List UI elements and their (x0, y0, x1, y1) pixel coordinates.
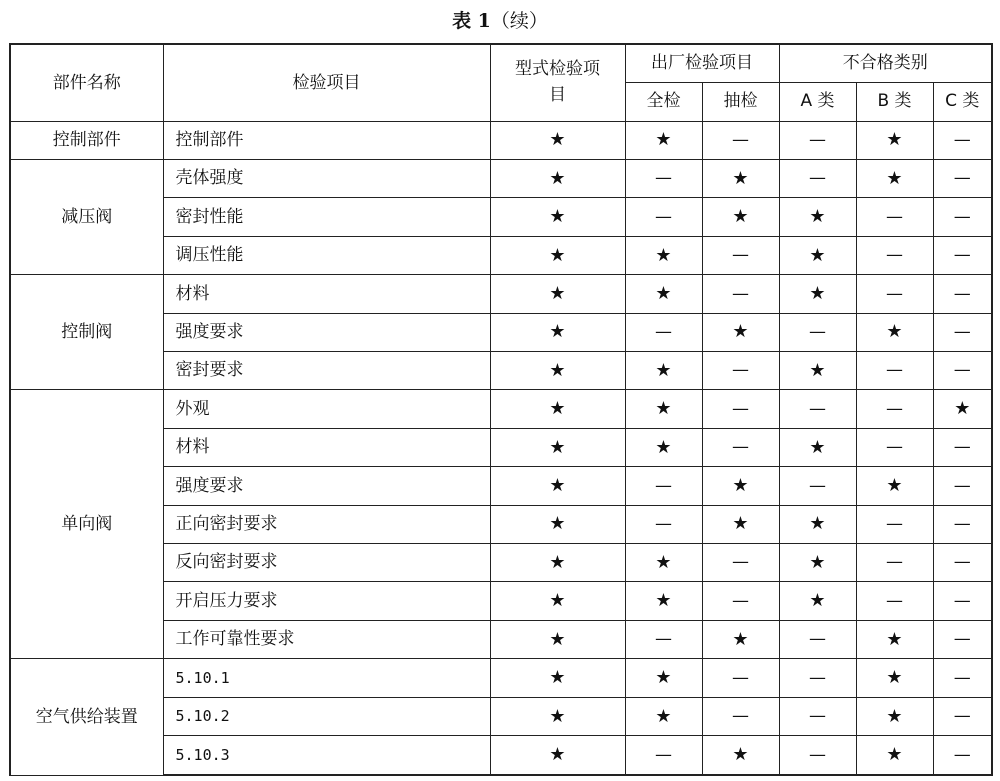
dash-mark: — (809, 322, 826, 343)
dash-cell (702, 351, 779, 389)
dash-mark: — (809, 475, 826, 496)
star-mark: ★ (809, 244, 826, 266)
dash-mark: — (655, 475, 672, 496)
inspection-item-cell: 调压性能 (163, 236, 490, 274)
dash-cell (779, 620, 856, 658)
dash-cell (625, 620, 702, 658)
dash-cell (779, 313, 856, 351)
star-icon (779, 505, 856, 543)
star-mark: ★ (549, 283, 566, 305)
star-icon (625, 121, 702, 159)
dash-cell (933, 198, 992, 236)
header-full-check: 全检 (625, 82, 702, 121)
dash-cell (702, 543, 779, 581)
star-icon (856, 620, 933, 658)
dash-cell (933, 121, 992, 159)
star-icon (856, 697, 933, 735)
dash-mark: — (953, 590, 971, 611)
header-class-a: A 类 (779, 82, 856, 121)
star-icon (490, 467, 625, 505)
star-icon (490, 351, 625, 389)
star-mark: ★ (732, 321, 749, 343)
star-mark: ★ (809, 590, 826, 612)
star-mark: ★ (549, 667, 566, 689)
star-mark: ★ (549, 244, 566, 266)
dash-cell (933, 236, 992, 274)
star-icon (702, 620, 779, 658)
dash-cell (933, 351, 992, 389)
star-mark: ★ (549, 705, 566, 727)
star-icon (490, 390, 625, 428)
star-mark: ★ (732, 475, 749, 497)
dash-cell (933, 275, 992, 313)
star-icon (856, 313, 933, 351)
header-nonconformity-class: 不合格类别 (779, 44, 992, 82)
dash-mark: — (809, 744, 826, 765)
star-mark: ★ (809, 283, 826, 305)
header-inspection-item: 检验项目 (163, 44, 490, 121)
star-mark: ★ (886, 475, 903, 497)
inspection-table (9, 43, 993, 776)
dash-cell (933, 159, 992, 197)
dash-cell (625, 198, 702, 236)
dash-mark: — (732, 360, 749, 381)
star-icon (933, 390, 992, 428)
dash-cell (933, 467, 992, 505)
dash-cell (702, 697, 779, 735)
star-icon (702, 467, 779, 505)
star-mark: ★ (886, 628, 903, 650)
inspection-item-cell: 外观 (163, 390, 490, 428)
star-mark: ★ (655, 244, 672, 266)
star-mark: ★ (954, 398, 971, 420)
star-mark: ★ (655, 398, 672, 420)
dash-mark: — (953, 706, 971, 727)
dash-mark: — (953, 245, 971, 266)
dash-mark: — (886, 398, 903, 419)
star-icon (702, 313, 779, 351)
dash-mark: — (732, 245, 749, 266)
star-icon (702, 159, 779, 197)
header-type-test: 型式检验项目 (490, 44, 625, 121)
dash-mark: — (655, 744, 672, 765)
dash-cell (779, 121, 856, 159)
inspection-item-cell: 5.10.2 (163, 697, 490, 735)
dash-cell (625, 736, 702, 776)
star-icon (490, 159, 625, 197)
inspection-item-cell: 密封性能 (163, 198, 490, 236)
star-icon (625, 659, 702, 697)
star-mark: ★ (549, 436, 566, 458)
dash-mark: — (732, 437, 749, 458)
inspection-item-cell: 工作可靠性要求 (163, 620, 490, 658)
inspection-item-cell: 材料 (163, 428, 490, 466)
dash-mark: — (809, 629, 826, 650)
star-mark: ★ (809, 359, 826, 381)
star-icon (702, 736, 779, 776)
part-name-cell: 控制阀 (10, 275, 163, 390)
dash-mark: — (886, 283, 903, 304)
dash-mark: — (655, 629, 672, 650)
star-icon (490, 697, 625, 735)
dash-cell (933, 428, 992, 466)
star-icon (779, 351, 856, 389)
dash-cell (856, 428, 933, 466)
star-mark: ★ (732, 206, 749, 228)
header-part-name: 部件名称 (10, 44, 163, 121)
star-icon (490, 582, 625, 620)
dash-mark: — (953, 168, 971, 189)
table-row (10, 390, 992, 428)
inspection-item-cell: 强度要求 (163, 313, 490, 351)
table-body (10, 121, 992, 775)
dash-mark: — (809, 706, 826, 727)
inspection-item-cell: 强度要求 (163, 467, 490, 505)
dash-cell (625, 467, 702, 505)
dash-mark: — (886, 245, 903, 266)
dash-cell (933, 697, 992, 735)
star-mark: ★ (549, 551, 566, 573)
star-mark: ★ (655, 705, 672, 727)
star-mark: ★ (549, 744, 566, 766)
star-icon (856, 121, 933, 159)
star-mark: ★ (549, 167, 566, 189)
part-name-cell: 空气供给装置 (10, 659, 163, 775)
dash-mark: — (953, 322, 971, 343)
table-caption-continued: （续） (490, 10, 548, 32)
inspection-item-cell: 材料 (163, 275, 490, 313)
star-icon (490, 198, 625, 236)
dash-mark: — (809, 398, 826, 419)
dash-mark: — (655, 322, 672, 343)
dash-cell (933, 505, 992, 543)
star-mark: ★ (549, 628, 566, 650)
part-name-cell: 减压阀 (10, 159, 163, 274)
star-icon (490, 659, 625, 697)
part-name-cell: 单向阀 (10, 390, 163, 659)
dash-mark: — (953, 744, 971, 765)
dash-cell (779, 159, 856, 197)
part-name-cell: 控制部件 (10, 121, 163, 159)
star-mark: ★ (809, 206, 826, 228)
star-mark: ★ (549, 321, 566, 343)
dash-mark: — (886, 514, 903, 535)
star-mark: ★ (809, 436, 826, 458)
dash-cell (779, 736, 856, 776)
dash-mark: — (886, 360, 903, 381)
dash-mark: — (953, 437, 971, 458)
dash-mark: — (886, 206, 903, 227)
inspection-item-cell: 密封要求 (163, 351, 490, 389)
star-icon (625, 351, 702, 389)
star-mark: ★ (732, 628, 749, 650)
star-mark: ★ (549, 475, 566, 497)
dash-cell (933, 313, 992, 351)
star-mark: ★ (809, 551, 826, 573)
table-row (10, 159, 992, 197)
dash-cell (856, 275, 933, 313)
dash-mark: — (953, 667, 971, 688)
dash-cell (856, 351, 933, 389)
star-icon (490, 121, 625, 159)
dash-mark: — (655, 514, 672, 535)
dash-mark: — (732, 552, 749, 573)
dash-mark: — (655, 206, 672, 227)
inspection-item-cell: 正向密封要求 (163, 505, 490, 543)
star-mark: ★ (655, 436, 672, 458)
dash-cell (779, 697, 856, 735)
dash-mark: — (655, 168, 672, 189)
star-mark: ★ (886, 667, 903, 689)
inspection-item-cell: 反向密封要求 (163, 543, 490, 581)
dash-mark: — (732, 283, 749, 304)
star-mark: ★ (549, 398, 566, 420)
dash-mark: — (732, 398, 749, 419)
dash-mark: — (953, 475, 971, 496)
star-icon (779, 428, 856, 466)
dash-cell (702, 275, 779, 313)
inspection-item-cell: 5.10.3 (163, 736, 490, 776)
table-row (10, 659, 992, 697)
dash-mark: — (953, 552, 971, 573)
star-mark: ★ (886, 744, 903, 766)
header-sample-check: 抽检 (702, 82, 779, 121)
dash-mark: — (886, 590, 903, 611)
dash-mark: — (953, 360, 971, 381)
inspection-item-cell: 壳体强度 (163, 159, 490, 197)
star-mark: ★ (732, 513, 749, 535)
star-icon (490, 505, 625, 543)
dash-cell (933, 543, 992, 581)
star-mark: ★ (549, 513, 566, 535)
star-icon (779, 275, 856, 313)
header-factory-test: 出厂检验项目 (625, 44, 779, 82)
dash-mark: — (732, 667, 749, 688)
dash-cell (856, 543, 933, 581)
star-icon (702, 198, 779, 236)
dash-cell (702, 236, 779, 274)
star-icon (490, 236, 625, 274)
star-mark: ★ (732, 167, 749, 189)
star-icon (490, 543, 625, 581)
star-icon (779, 582, 856, 620)
dash-mark: — (953, 514, 971, 535)
star-mark: ★ (549, 129, 566, 151)
star-icon (625, 582, 702, 620)
star-icon (490, 313, 625, 351)
star-icon (779, 198, 856, 236)
dash-mark: — (732, 590, 749, 611)
star-icon (490, 428, 625, 466)
star-mark: ★ (549, 206, 566, 228)
dash-mark: — (886, 552, 903, 573)
inspection-item-cell: 5.10.1 (163, 659, 490, 697)
star-icon (856, 659, 933, 697)
table-caption-title: 表 1 (452, 10, 491, 32)
dash-cell (933, 736, 992, 776)
star-icon (625, 390, 702, 428)
inspection-item-cell: 控制部件 (163, 121, 490, 159)
dash-cell (702, 582, 779, 620)
dash-mark: — (732, 130, 749, 150)
star-icon (490, 620, 625, 658)
star-mark: ★ (886, 167, 903, 189)
dash-cell (779, 467, 856, 505)
dash-mark: — (732, 706, 749, 727)
dash-mark: — (953, 629, 971, 650)
star-icon (625, 275, 702, 313)
star-mark: ★ (732, 744, 749, 766)
star-mark: ★ (655, 551, 672, 573)
star-icon (779, 543, 856, 581)
star-icon (702, 505, 779, 543)
header-class-b: B 类 (856, 82, 933, 121)
star-mark: ★ (655, 590, 672, 612)
dash-mark: — (953, 130, 971, 150)
star-icon (490, 736, 625, 776)
dash-cell (702, 659, 779, 697)
table-row (10, 275, 992, 313)
star-mark: ★ (655, 667, 672, 689)
dash-cell (856, 198, 933, 236)
dash-mark: — (809, 667, 826, 688)
star-icon (856, 159, 933, 197)
dash-cell (702, 428, 779, 466)
dash-cell (856, 390, 933, 428)
star-mark: ★ (655, 359, 672, 381)
dash-cell (625, 313, 702, 351)
star-mark: ★ (886, 705, 903, 727)
star-icon (856, 467, 933, 505)
header-row-1 (10, 44, 992, 82)
dash-cell (856, 505, 933, 543)
dash-cell (625, 159, 702, 197)
dash-cell (933, 659, 992, 697)
dash-cell (856, 582, 933, 620)
dash-mark: — (953, 206, 971, 227)
star-mark: ★ (549, 590, 566, 612)
dash-cell (779, 659, 856, 697)
dash-mark: — (953, 283, 971, 304)
star-mark: ★ (655, 129, 672, 151)
star-icon (625, 697, 702, 735)
star-icon (625, 236, 702, 274)
dash-cell (702, 121, 779, 159)
star-icon (779, 236, 856, 274)
dash-cell (625, 505, 702, 543)
dash-mark: — (809, 130, 826, 150)
star-icon (625, 543, 702, 581)
dash-cell (779, 390, 856, 428)
star-icon (490, 275, 625, 313)
dash-cell (702, 390, 779, 428)
star-mark: ★ (886, 129, 903, 151)
dash-cell (933, 620, 992, 658)
dash-mark: — (809, 168, 826, 189)
inspection-item-cell: 开启压力要求 (163, 582, 490, 620)
dash-cell (933, 582, 992, 620)
header-class-c: C 类 (933, 82, 992, 121)
star-mark: ★ (549, 359, 566, 381)
table-caption (0, 6, 1000, 33)
star-mark: ★ (655, 283, 672, 305)
star-icon (625, 428, 702, 466)
star-mark: ★ (809, 513, 826, 535)
star-mark: ★ (886, 321, 903, 343)
dash-cell (856, 236, 933, 274)
dash-mark: — (886, 437, 903, 458)
star-icon (856, 736, 933, 776)
table-row (10, 121, 992, 159)
